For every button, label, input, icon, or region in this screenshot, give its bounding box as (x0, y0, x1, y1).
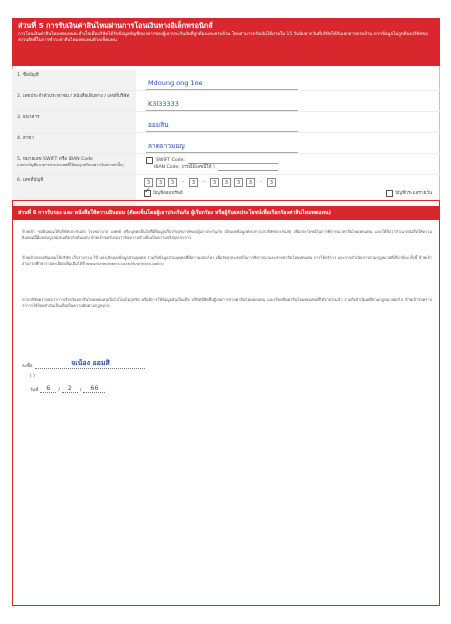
digit-box[interactable]: 3 (222, 178, 231, 187)
iban-field[interactable] (218, 165, 278, 171)
digit-separator: - (182, 179, 184, 185)
swift-checkbox[interactable] (146, 157, 153, 164)
account-type (144, 190, 432, 197)
digit-box[interactable]: 3 (144, 178, 153, 187)
sign-label: ลงชื่อ (22, 364, 33, 369)
row-bank (12, 112, 440, 133)
digit-box[interactable]: 3 (234, 178, 243, 187)
section6-header: ส่วนที่ 6 การรับรอง และ หนังสือให้ความยินยอม (ต้องเซ็นโดยผู้เอาประกันภัย ผู้เรียกร้อง หรือผู้รับผลประโยชน์เพื่อเรียกร้องค่าสินไหมทดแทน) (12, 206, 440, 220)
digit-box[interactable]: 3 (156, 178, 165, 187)
branch-field[interactable]: ลาดยาวมอญ (146, 140, 298, 153)
row-label: 3. ธนาคาร (12, 112, 136, 132)
row-label (12, 154, 136, 174)
savings-checkbox[interactable] (144, 190, 151, 197)
account-name-field[interactable]: Mdoung ong 1oe (146, 77, 298, 90)
date-month-field[interactable]: 2 (62, 384, 78, 393)
date-year-field[interactable]: 66 (83, 384, 105, 393)
swift-text: SWIFT Code: (156, 158, 185, 163)
digit-separator: - (203, 179, 205, 185)
swift-label: 5. หมายเลข SWIFT หรือ IBAN Code (17, 157, 93, 162)
signature-block (22, 359, 145, 393)
bank-field[interactable]: ออมสิน (146, 119, 298, 132)
row-account-number (12, 175, 440, 209)
row-label: 2. เลขประจำตัวประชาชน / หนังสือเดินทาง / เลขที่บริษัท (12, 91, 136, 111)
iban-option (146, 164, 430, 171)
savings-option[interactable] (144, 190, 183, 197)
current-label: บัญชีกระแสรายวัน (395, 191, 432, 196)
digit-box[interactable]: 3 (210, 178, 219, 187)
date-day-field[interactable]: 6 (40, 384, 56, 393)
section5-title: ส่วนที่ 5 การรับเงินค่าสินไหมผ่านการโอนเงินทางอิเล็กทรอนิกส์ (18, 21, 213, 30)
printed-name-field[interactable]: ( ) (30, 374, 35, 379)
swift-option (146, 157, 430, 164)
id-number-field[interactable]: K3l33333 (146, 98, 298, 111)
digit-box[interactable]: 3 (168, 178, 177, 187)
date-label: วันที่ (30, 388, 39, 393)
row-label: 6. เลขที่บัญชี (12, 175, 136, 209)
row-branch (12, 133, 440, 154)
current-checkbox[interactable] (386, 190, 393, 197)
date-line: วันที่ 6 / 2 / 66 (30, 384, 145, 393)
account-number-boxes (144, 178, 440, 187)
row-account-name (12, 70, 440, 91)
consent-paragraph-2: ข้าพเจ้าตกลงยินยอมให้บริษัท เก็บรวบรวม ใช้ และเปิดเผยข้อมูลส่วนบุคคล รวมถึงข้อมูลส่วนบุคคลที่มีความอ่อนไหว เพื่อวัตถุประสงค์ในการพิจารณาและจ่ายค่าสินไหมทดแทน การให้บริการ และการดำเนินการตามกฎหมายที่เกี่ยวข้อง ทั้งนี้ ข้าพเจ้าสามารถศึกษารายละเอียดเพิ่มเติมได้ที่ www.tuneprotect.co.th/th/privacy-policy (22, 255, 432, 267)
bank-form (12, 70, 440, 209)
section5-header (12, 18, 440, 66)
row-label: 1. ชื่อบัญชี (12, 70, 136, 90)
digit-box[interactable]: 3 (246, 178, 255, 187)
section5-note: การโอนเงินค่าสินไหมทดแทนจะสำเร็จเมื่อบริษัทได้รับข้อมูลบัญชีธนาคารของผู้เอาประกันภัยที่ถูกต้องและครบถ้วน โดยสามารถรับเงินได้ภายใน 15 วันนับจากวันที่บริษัทได้รับเอกสารครบถ้วน หากข้อมูลไม่ถูกต้องบริษัทขอสงวนสิทธิ์ในการชำระค่าสินไหมทดแทนด้วยเช็คแทน (18, 32, 428, 44)
savings-label: บัญชีออมทรัพย์ (153, 191, 183, 196)
signature-field[interactable]: จเน้อง ออมสิ (35, 359, 145, 369)
digit-box[interactable]: 3 (267, 178, 276, 187)
digit-box[interactable]: 3 (189, 178, 198, 187)
row-id-number (12, 91, 440, 112)
row-swift (12, 154, 440, 175)
swift-field[interactable] (188, 158, 278, 164)
swift-label-note: (เฉพาะบัญชีธนาคารต่างประเทศที่ใช้อนุญาตรับเฉพาะเงินตราเท่านั้น) (17, 163, 124, 167)
digit-separator: - (260, 179, 262, 185)
iban-text: IBAN Code: (กรณีมีเลขนี้ให้ ) (154, 165, 215, 170)
current-option[interactable] (386, 190, 432, 197)
row-label: 4. สาขา (12, 133, 136, 153)
consent-paragraph-1: ข้าพเจ้า ขอยินยอมให้บริษัทประกันภัย โรงพยาบาล แพทย์ หรือบุคคลอื่นใดที่มีข้อมูลเกี่ยวกับสุขภาพของผู้เอาประกันภัย เปิดเผยข้อมูลดังกล่าวแก่บริษัทประกันภัย เพื่อประโยชน์ในการพิจารณาค่าสินไหมทดแทน และให้ถือว่าสำเนาหนังสือให้ความยินยอมนี้มีผลสมบูรณ์เช่นเดียวกับต้นฉบับ ข้าพเจ้าขอรับรองว่าข้อความข้างต้นเป็นความจริงทุกประการ (22, 229, 432, 241)
consent-paragraph-3: หากบริษัทตรวจพบว่าการเรียกร้องค่าสินไหมทดแทนเป็นไปโดยไม่สุจริต หรือมีการให้ข้อมูลอันเป็นเท็จ บริษัทมีสิทธิ์ปฏิเสธการจ่ายค่าสินไหมทดแทน และเรียกคืนค่าสินไหมทดแทนที่ได้จ่ายไปแล้ว รวมถึงดำเนินคดีตามกฎหมายต่อไป ข้าพเจ้ารับทราบว่าการให้ถ้อยคำอันเป็นเท็จเป็นความผิดตามกฎหมาย (22, 297, 432, 309)
